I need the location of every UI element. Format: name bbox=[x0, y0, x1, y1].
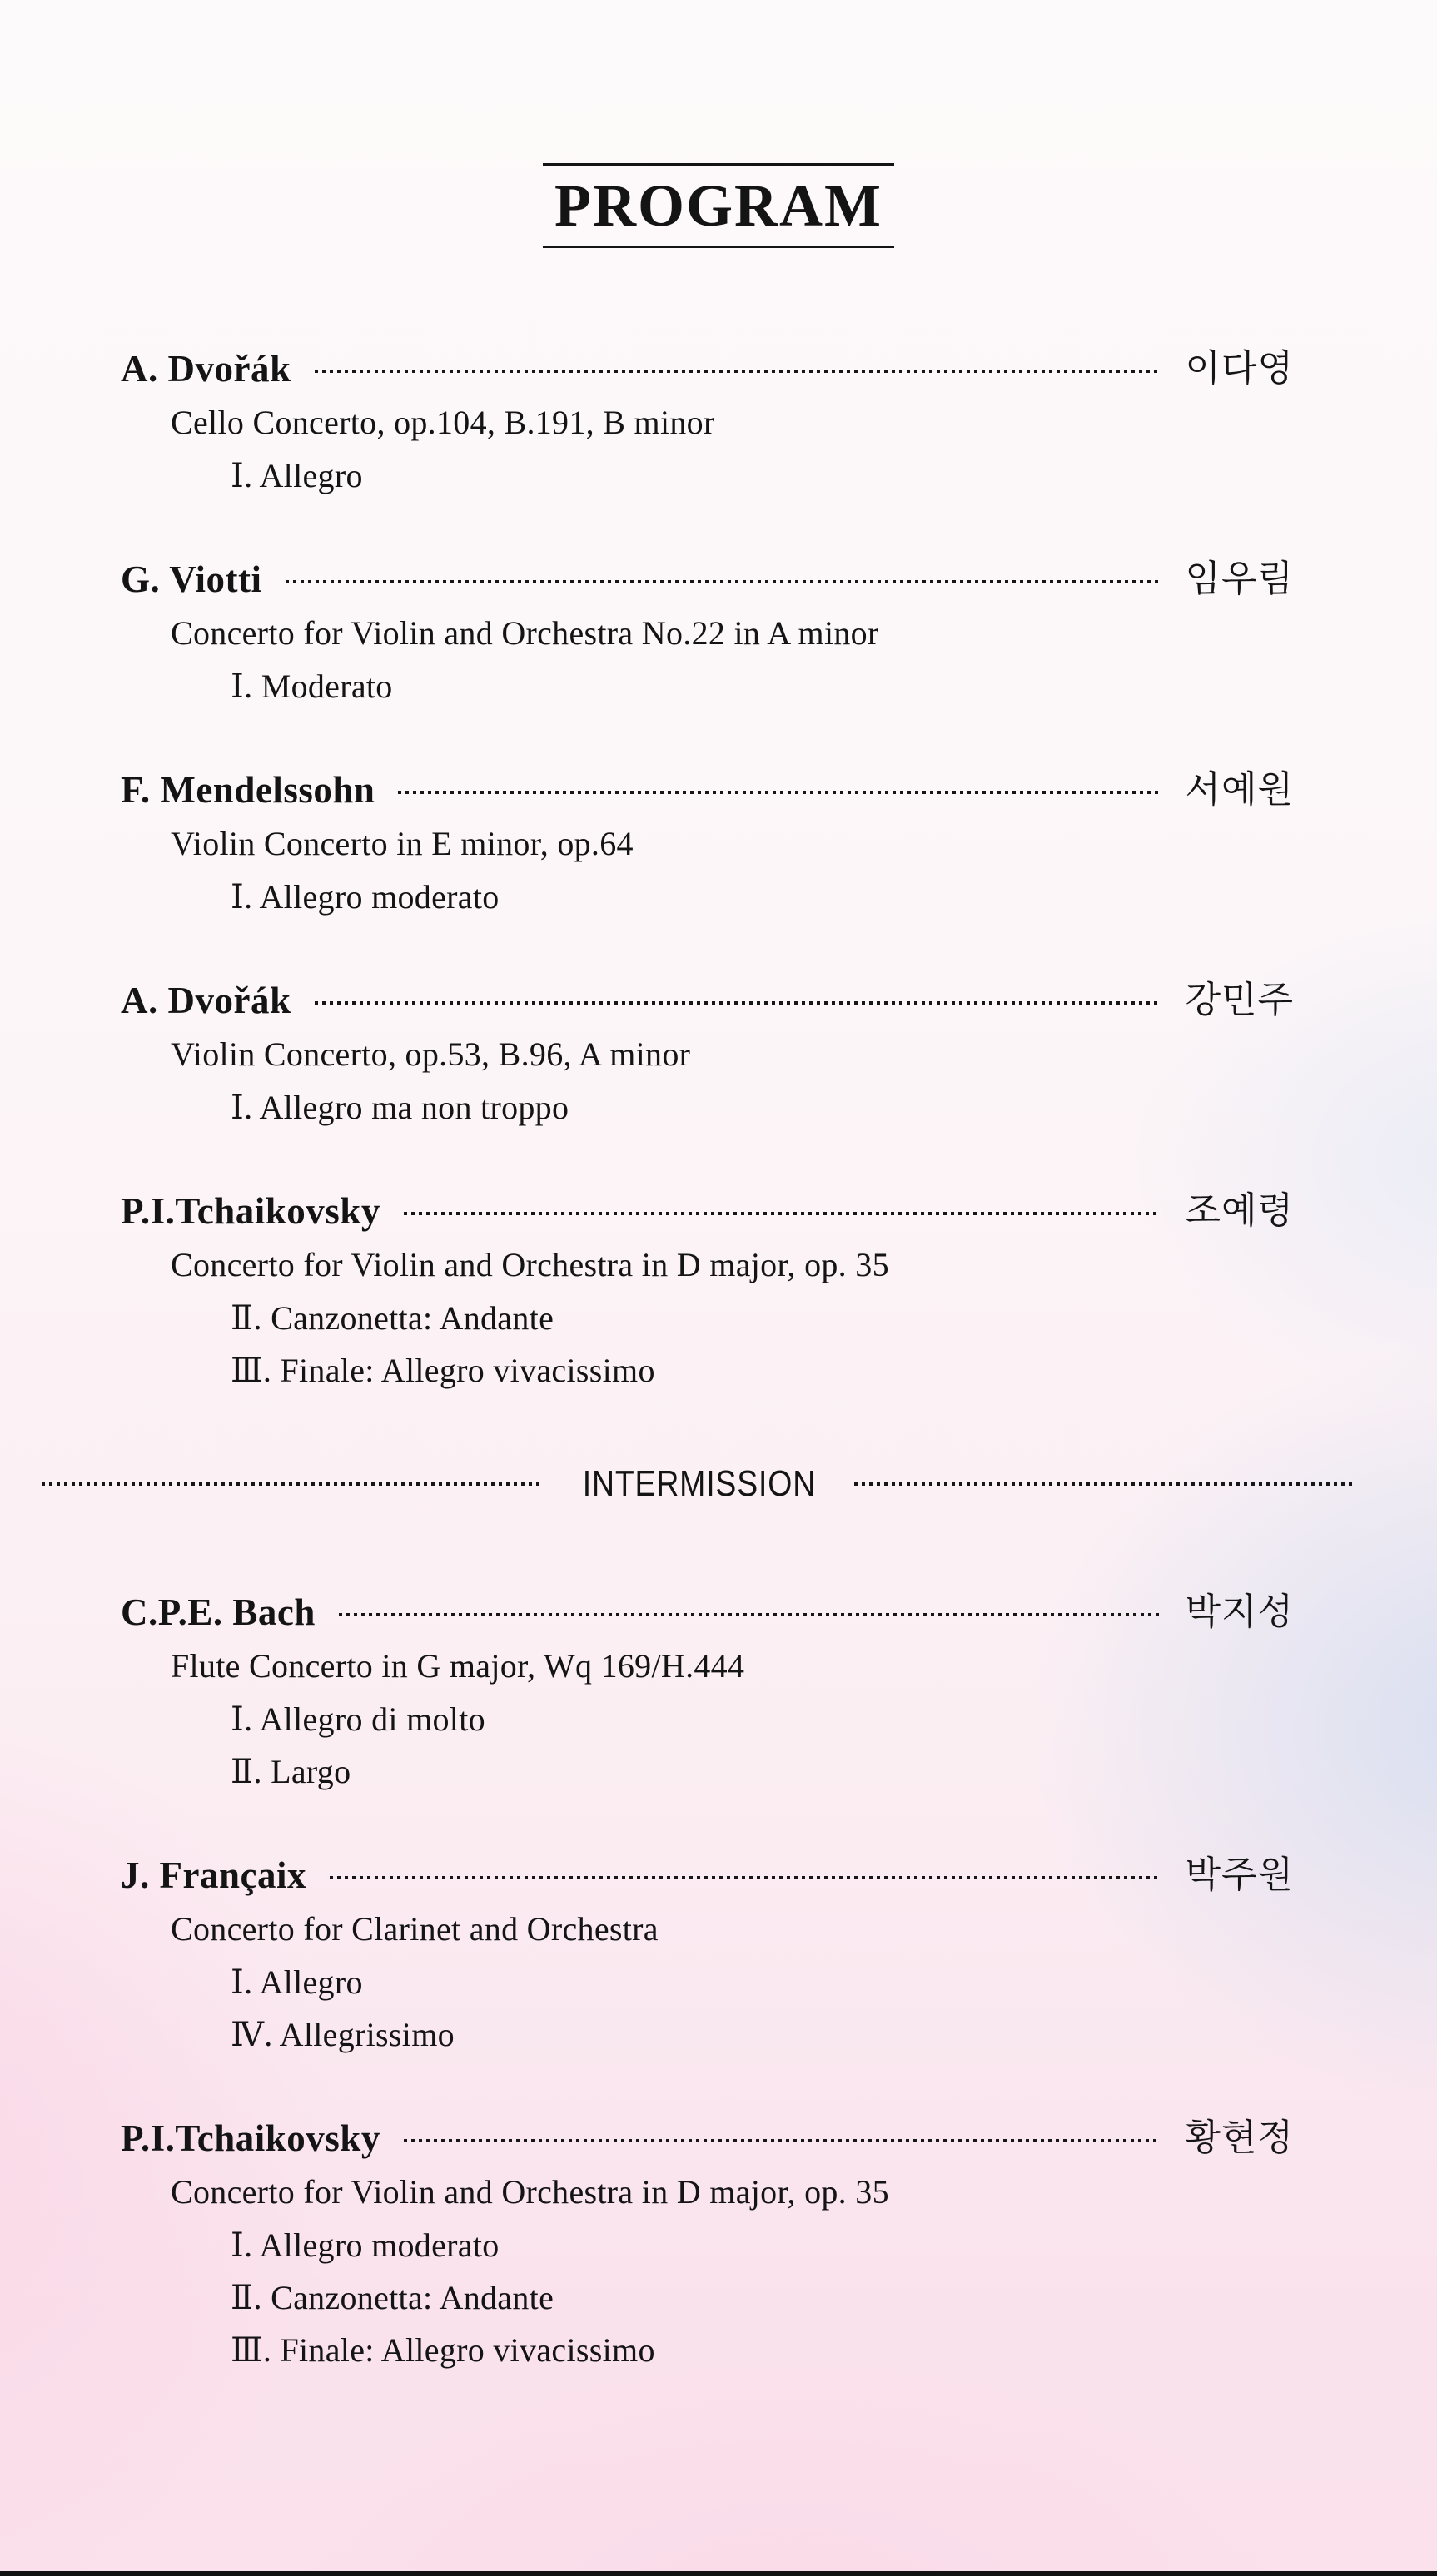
composer-name: A. Dvořák bbox=[121, 980, 291, 1021]
dotted-leader bbox=[315, 370, 1162, 373]
movement-list bbox=[121, 871, 1294, 923]
performer-name: 황현정 bbox=[1185, 2117, 1294, 2158]
program-entry bbox=[121, 762, 1294, 923]
composer-name: C.P.E. Bach bbox=[121, 1591, 316, 1633]
dotted-leader bbox=[330, 1876, 1162, 1879]
dotted-leader bbox=[398, 791, 1161, 794]
piece-title: Concerto for Clarinet and Orchestra bbox=[171, 1910, 659, 1948]
program-entry bbox=[121, 2111, 1294, 2376]
movement-line: Ⅰ. Allegro bbox=[231, 1963, 363, 2001]
program-entry bbox=[121, 1184, 1294, 1397]
movement-line: Ⅰ. Allegro moderato bbox=[231, 2226, 500, 2264]
program-entry bbox=[121, 1848, 1294, 2061]
movement-line: Ⅲ. Finale: Allegro vivacissimo bbox=[231, 1352, 655, 1389]
movement-list bbox=[121, 449, 1294, 502]
dotted-leader bbox=[339, 1613, 1162, 1616]
movement-line: Ⅱ. Largo bbox=[231, 1753, 351, 1790]
piece-title: Concerto for Violin and Orchestra No.22 in A minor bbox=[171, 614, 879, 652]
program-first-half bbox=[121, 341, 1294, 1397]
movement-line: Ⅰ. Allegro ma non troppo bbox=[231, 1089, 569, 1126]
movement-line: Ⅲ. Finale: Allegro vivacissimo bbox=[231, 2331, 655, 2369]
piece-title: Flute Concerto in G major, Wq 169/H.444 bbox=[171, 1647, 745, 1685]
movement-line: Ⅰ. Allegro di molto bbox=[231, 1700, 485, 1738]
program-entry bbox=[121, 341, 1294, 502]
performer-name: 이다영 bbox=[1185, 348, 1294, 389]
dotted-leader bbox=[404, 1212, 1162, 1215]
composer-row bbox=[121, 973, 1294, 1028]
composer-row bbox=[121, 762, 1294, 817]
program-second-half bbox=[121, 1585, 1294, 2376]
movement-line: Ⅰ. Allegro bbox=[231, 457, 363, 494]
performer-name: 박지성 bbox=[1185, 1591, 1294, 1632]
title-rules bbox=[543, 163, 894, 248]
page-bottom-edge bbox=[0, 2571, 1437, 2576]
intermission-divider bbox=[42, 1457, 1356, 1511]
composer-name: P.I.Tchaikovsky bbox=[121, 2117, 380, 2159]
movement-list bbox=[121, 1693, 1294, 1798]
piece-title: Concerto for Violin and Orchestra in D major, op. 35 bbox=[171, 1246, 889, 1283]
movement-line: Ⅱ. Canzonetta: Andante bbox=[231, 2279, 554, 2316]
movement-list bbox=[121, 1081, 1294, 1134]
page-title: PROGRAM bbox=[554, 172, 883, 239]
piece-title: Violin Concerto in E minor, op.64 bbox=[171, 825, 634, 862]
composer-name: F. Mendelssohn bbox=[121, 769, 375, 811]
intermission-label: INTERMISSION bbox=[582, 1463, 816, 1504]
movement-line: Ⅱ. Canzonetta: Andante bbox=[231, 1299, 554, 1337]
dotted-leader bbox=[404, 2139, 1162, 2142]
composer-row bbox=[121, 552, 1294, 607]
program-entry bbox=[121, 973, 1294, 1134]
movement-list bbox=[121, 2219, 1294, 2376]
composer-name: A. Dvořák bbox=[121, 348, 291, 390]
piece-title: Concerto for Violin and Orchestra in D major, op. 35 bbox=[171, 2173, 889, 2211]
composer-row bbox=[121, 1585, 1294, 1640]
performer-name: 서예원 bbox=[1185, 769, 1294, 810]
movement-line: Ⅰ. Moderato bbox=[231, 668, 393, 705]
program-entry bbox=[121, 1585, 1294, 1798]
dotted-leader bbox=[286, 580, 1162, 583]
composer-name: G. Viotti bbox=[121, 558, 262, 600]
piece-title: Violin Concerto, op.53, B.96, A minor bbox=[171, 1035, 691, 1073]
performer-name: 임우림 bbox=[1185, 558, 1294, 599]
piece-title: Cello Concerto, op.104, B.191, B minor bbox=[171, 404, 715, 441]
performer-name: 박주원 bbox=[1185, 1854, 1294, 1895]
intermission-left-rule bbox=[42, 1482, 544, 1486]
movement-line: Ⅰ. Allegro moderato bbox=[231, 878, 500, 916]
composer-name: P.I.Tchaikovsky bbox=[121, 1190, 380, 1232]
dotted-leader bbox=[315, 1001, 1162, 1005]
composer-row bbox=[121, 1184, 1294, 1238]
performer-name: 강민주 bbox=[1185, 980, 1294, 1020]
composer-row bbox=[121, 1848, 1294, 1903]
movement-list bbox=[121, 1956, 1294, 2061]
composer-row bbox=[121, 341, 1294, 396]
composer-row bbox=[121, 2111, 1294, 2166]
movement-line: Ⅳ. Allegrissimo bbox=[231, 2016, 455, 2053]
performer-name: 조예령 bbox=[1185, 1190, 1294, 1231]
program-list bbox=[0, 341, 1437, 2376]
movement-list bbox=[121, 660, 1294, 712]
intermission-right-rule bbox=[854, 1482, 1356, 1486]
movement-list bbox=[121, 1292, 1294, 1397]
program-title-block bbox=[0, 0, 1437, 248]
composer-name: J. Françaix bbox=[121, 1854, 306, 1896]
program-entry bbox=[121, 552, 1294, 712]
